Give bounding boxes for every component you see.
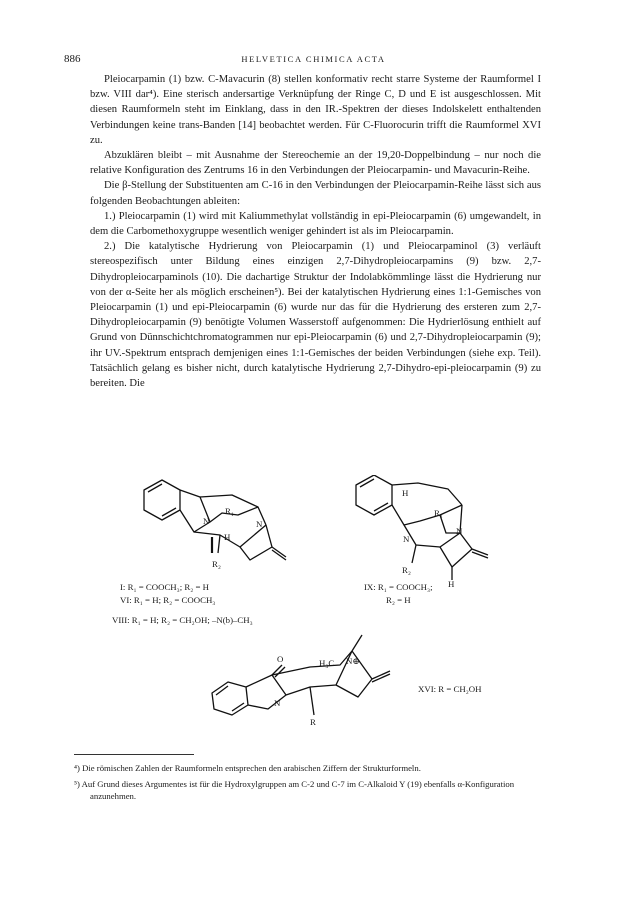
atom-label: N — [203, 516, 210, 526]
footnotes — [74, 762, 550, 806]
atom-label: N — [256, 519, 263, 529]
benzene-ring-bottom — [212, 682, 248, 715]
structure-figure — [100, 475, 520, 755]
atom-label: R — [310, 717, 316, 727]
atom-label: H — [448, 579, 455, 589]
paragraph: 2.) Die katalytische Hydrierung von Pleiocarpamin (1) und Pleiocarpaminol (3) verläuft stereospezifisch unter Bildung eines einzigen 2,7-Dihydropleiocarpamins (9) bzw. 2,7-Dihydropleiocarpaminols (10). Die dachartige Struktur der Indolabkömmlinge lässt die Hydrierung nur von der α-Seite her als möglich erscheinen⁵). Bei der katalytischen Hydrierung eines 1:1-Gemisches von Pleiocarpamin (1) und epi-Pleiocarpamin (6) wurde nur das für die Hydrierung des ersteren zum 2,7-Dihydropleiocarpamin (9) benötigte Volumen Wasserstoff aufgenommen: Die Hydrierlösung enthielt auf Grund von Dünnschichtchromatogrammen nur epi-Pleiocarpamin (6) und 2,7-Dihydropleiocarpamin (9); ihr UV.-Spektrum entsprach demjenigen eines 1:1-Gemisches der beiden Verbindungen (siehe exp. Teil). Tatsächlich gelang es bisher nicht, durch katalytische Hydrierung 2,7-Dihydro-epi-pleiocarpamin (9) zu bereiten. Die — [90, 241, 541, 390]
atom-label: R₂ — [402, 565, 411, 575]
footnote: ⁵) Auf Grund dieses Argumentes ist für die Hydroxylgruppen am C-2 und C-7 im C-Alkaloid Y (19) ebenfalls α-Konfiguration anzunehmen. — [74, 778, 515, 801]
running-head: HELVETICA CHIMICA ACTA — [241, 54, 386, 64]
atom-label: H — [402, 488, 409, 498]
atom-label: H₃C — [319, 658, 335, 668]
page-number: 886 — [64, 53, 81, 65]
atom-label: R₁ — [225, 506, 234, 516]
caption-ix: IX: R₁ = COOCH₃; — [364, 582, 433, 592]
caption-ix-r2: R₂ = H — [386, 595, 411, 605]
atom-label: N — [456, 526, 463, 536]
atom-label: N⊕ — [346, 656, 360, 666]
benzene-ring-right — [356, 475, 392, 515]
atom-label: N — [403, 534, 410, 544]
atom-label: H — [224, 532, 231, 542]
caption-i: I: R₁ = COOCH₃; R₂ = H — [120, 582, 210, 592]
paragraph: 1.) Pleiocarpamin (1) wird mit Kaliummethylat vollständig in epi-Pleiocarpamin (6) umgewandelt, in dem die Carbomethoxygruppe wesentlich weniger gehindert ist als im Pleiocarpamin. — [90, 210, 541, 238]
footnote: ⁴) Die römischen Zahlen der Raumformeln entsprechen den arabischen Ziffern der Strukturformeln. — [74, 763, 421, 773]
caption-xvi: XVI: R = CH₂OH — [418, 684, 482, 694]
benzene-ring-left — [144, 480, 180, 520]
caption-viii: VIII: R₁ = H; R₂ = CH₂OH; –N(b)–CH₃ — [112, 615, 253, 625]
footnote-rule — [74, 754, 194, 755]
paragraph: Die β-Stellung der Substituenten am C-16 in den Verbindungen der Pleiocarpamin-Reihe lässt sich aus folgenden Beobachtungen ableiten: — [90, 180, 541, 207]
atom-label: N — [274, 698, 281, 708]
body-text — [90, 72, 541, 391]
atom-label: R₂ — [212, 559, 221, 569]
paragraph: Pleiocarpamin (1) bzw. C-Mavacurin (8) stellen konformativ recht starre Systeme der Raumformel I bzw. VIII dar⁴). Eine sterisch andersartige Verknüpfung der Ringe C, D und E ist ausgeschlossen. Mit diesen Raumformeln steht im Einklang, dass in den IR.-Spektren der dieses Indolskelett enthaltenden Verbindungen keine trans-Banden [14] beobachtet werden. Für C-Fluorocurin trifft die Raumformel XVI zu. — [90, 74, 541, 146]
atom-label: O — [277, 654, 284, 664]
caption-vi: VI: R₁ = H; R₂ = COOCH₃ — [120, 595, 216, 605]
paragraph: Abzuklären bleibt – mit Ausnahme der Stereochemie an der 19,20-Doppelbindung – nur noch die relative Konfiguration des Zentrums 16 in den Verbindungen der Pleiocarpamin- und Mavacurin-Reihe. — [90, 150, 541, 177]
atom-label: R₁ — [434, 508, 443, 518]
